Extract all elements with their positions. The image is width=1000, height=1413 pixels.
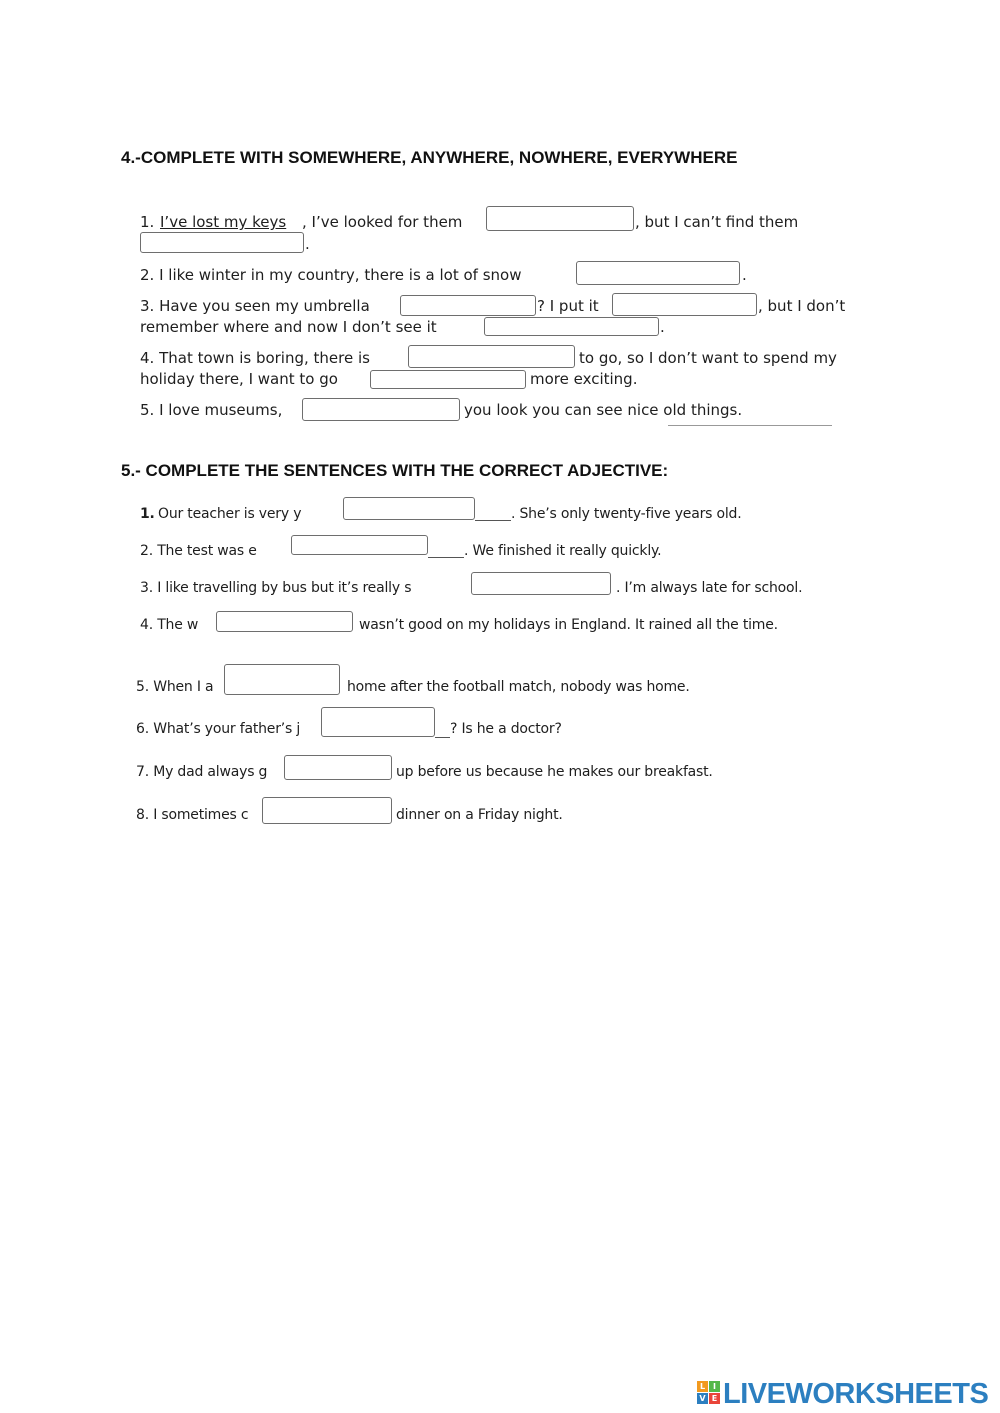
s5-item8-text2: dinner on a Friday night. bbox=[396, 807, 563, 823]
section-4-heading: 4.-COMPLETE WITH SOMEWHERE, ANYWHERE, NOWHERE, EVERYWHERE bbox=[121, 148, 738, 167]
s4-answer-3b[interactable] bbox=[612, 293, 757, 316]
s5-item4-text2: wasn’t good on my holidays in England. It rained all the time. bbox=[359, 617, 778, 633]
logo-icon-letter-i: I bbox=[709, 1381, 720, 1392]
s4-item1-text1: I’ve lost my keys bbox=[160, 213, 287, 231]
s4-item3-text5: . bbox=[660, 318, 665, 336]
s5-item2-text1: 2. The test was e bbox=[140, 543, 257, 559]
s4-item3-text1: 3. Have you seen my umbrella bbox=[140, 297, 370, 315]
s4-answer-1a[interactable] bbox=[486, 206, 634, 231]
s5-item6-text1: 6. What’s your father’s j bbox=[136, 721, 301, 737]
s5-answer-1[interactable] bbox=[343, 497, 475, 520]
liveworksheets-logo-icon bbox=[697, 1381, 721, 1405]
s4-item1-text4: . bbox=[305, 235, 310, 253]
s4-item4-text1: 4. That town is boring, there is bbox=[140, 349, 370, 367]
s5-item3-text2: . I’m always late for school. bbox=[616, 580, 803, 596]
s4-item1-num: 1. bbox=[140, 213, 155, 231]
s5-item6-text2: ? Is he a doctor? bbox=[450, 721, 562, 737]
s5-answer-3[interactable] bbox=[471, 572, 611, 595]
s4-answer-4a[interactable] bbox=[408, 345, 575, 368]
logo-icon-letter-e: E bbox=[709, 1393, 720, 1404]
s4-item3-text2: ? I put it bbox=[537, 297, 599, 315]
s5-item1-text1: Our teacher is very y bbox=[158, 506, 302, 522]
logo-icon-letter-v: V bbox=[697, 1393, 708, 1404]
s5-item1-num: 1. bbox=[140, 506, 155, 522]
s5-item4-text1: 4. The w bbox=[140, 617, 199, 633]
s5-item2-text2: . We finished it really quickly. bbox=[464, 543, 662, 559]
answer-underline bbox=[475, 520, 511, 521]
s4-answer-1b[interactable] bbox=[140, 232, 304, 253]
answer-underline bbox=[428, 557, 464, 558]
s5-item3-text1: 3. I like travelling by bus but it’s really s bbox=[140, 580, 412, 596]
s4-item1-text3: , but I can’t find them bbox=[635, 213, 799, 231]
section-5-heading: 5.- COMPLETE THE SENTENCES WITH THE CORRECT ADJECTIVE: bbox=[121, 461, 669, 480]
s5-answer-2[interactable] bbox=[291, 535, 428, 555]
s5-answer-7[interactable] bbox=[284, 755, 392, 780]
s4-answer-3a[interactable] bbox=[400, 295, 536, 316]
s4-item4-text3: holiday there, I want to go bbox=[140, 370, 338, 388]
s5-item1-text2: . She’s only twenty-five years old. bbox=[511, 506, 742, 522]
s5-item5-text1: 5. When I a bbox=[136, 679, 214, 695]
s4-item2-text2: . bbox=[742, 266, 747, 284]
s4-item1-text2: , I’ve looked for them bbox=[302, 213, 463, 231]
s4-answer-4b[interactable] bbox=[370, 370, 526, 389]
s4-answer-5[interactable] bbox=[302, 398, 460, 421]
decorative-underline bbox=[668, 425, 832, 426]
s4-item3-text3: , but I don’t bbox=[758, 297, 846, 315]
s4-item3-text4: remember where and now I don’t see it bbox=[140, 318, 437, 336]
s5-answer-6[interactable] bbox=[321, 707, 435, 737]
s5-item5-text2: home after the football match, nobody was home. bbox=[347, 679, 690, 695]
s5-item7-text2: up before us because he makes our breakfast. bbox=[396, 764, 713, 780]
s5-item8-text1: 8. I sometimes c bbox=[136, 807, 249, 823]
s4-answer-3c[interactable] bbox=[484, 317, 659, 336]
s4-item2-text1: 2. I like winter in my country, there is a lot of snow bbox=[140, 266, 522, 284]
liveworksheets-logo-text: LIVEWORKSHEETS bbox=[723, 1378, 989, 1410]
s4-answer-2[interactable] bbox=[576, 261, 740, 285]
s5-answer-8[interactable] bbox=[262, 797, 392, 824]
logo-icon-letter-l: L bbox=[697, 1381, 708, 1392]
s5-answer-5[interactable] bbox=[224, 664, 340, 695]
s4-item4-text4: more exciting. bbox=[530, 370, 638, 388]
s5-item7-text1: 7. My dad always g bbox=[136, 764, 268, 780]
s4-item5-text1: 5. I love museums, bbox=[140, 401, 283, 419]
s4-item4-text2: to go, so I don’t want to spend my bbox=[579, 349, 837, 367]
s5-answer-4[interactable] bbox=[216, 611, 353, 632]
answer-underline bbox=[435, 737, 450, 738]
s4-item5-text2: you look you can see nice old things. bbox=[464, 401, 743, 419]
